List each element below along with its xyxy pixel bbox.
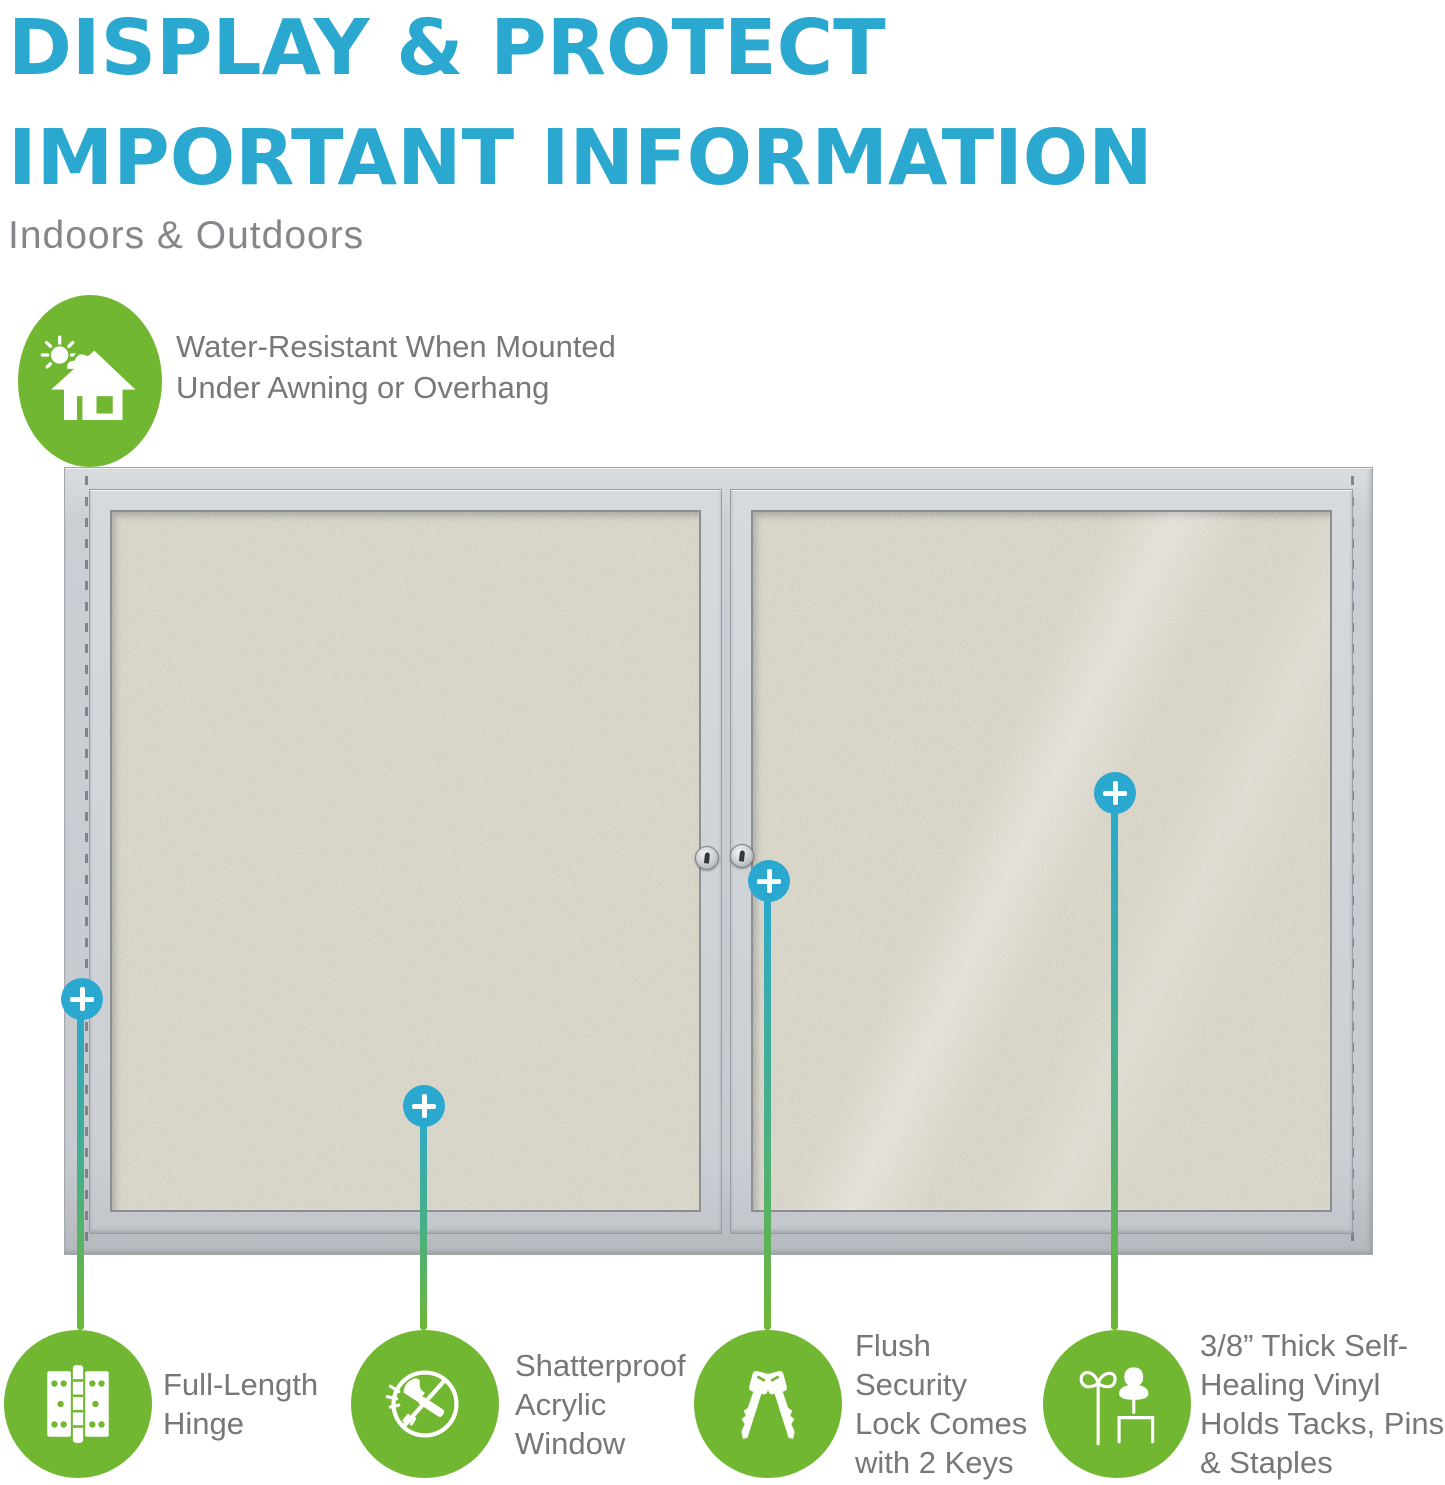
- right-vinyl-panel: [751, 510, 1332, 1212]
- page-title: [8, 0, 1153, 214]
- hinge-icon: [45, 1361, 111, 1447]
- pin-tack-staple-icon: [1073, 1360, 1161, 1448]
- callout-line-acrylic: [420, 1106, 427, 1330]
- feature-text-lock: Flush Security Lock Comes with 2 Keys: [855, 1328, 1028, 1480]
- security-lock-left: [695, 846, 719, 870]
- full-length-hinge-strip-left: [85, 476, 88, 1246]
- plus-icon: [61, 978, 103, 1020]
- callout-marker-vinyl: [1094, 772, 1136, 814]
- feature-circle-acrylic: [351, 1330, 499, 1478]
- feature-text-hinge: Full-Length Hinge: [163, 1367, 319, 1441]
- keyhole-icon: [739, 850, 745, 861]
- bulletin-board: [64, 467, 1373, 1255]
- water-resistant-text: [176, 326, 616, 408]
- title-line-2: IMPORTANT INFORMATION: [8, 114, 1153, 203]
- water-text-line-2: Under Awning or Overhang: [176, 370, 550, 405]
- water-text-line-1: Water-Resistant When Mounted: [176, 329, 616, 364]
- keys-icon: [724, 1360, 812, 1448]
- plus-icon: [403, 1085, 445, 1127]
- feature-circle-hinge: [4, 1330, 152, 1478]
- plus-icon: [748, 860, 790, 902]
- callout-line-lock: [764, 881, 771, 1330]
- feature-circle-lock: [694, 1330, 842, 1478]
- callout-marker-lock: [748, 860, 790, 902]
- keyhole-icon: [704, 852, 710, 863]
- no-shatter-hammer-icon: [381, 1360, 469, 1448]
- callout-marker-acrylic: [403, 1085, 445, 1127]
- callout-marker-hinge: [61, 978, 103, 1020]
- plus-icon: [1094, 772, 1136, 814]
- house-sun-icon: [38, 329, 142, 433]
- feature-circle-vinyl: [1043, 1330, 1191, 1478]
- page-subtitle: Indoors & Outdoors: [8, 214, 365, 257]
- callout-line-hinge: [77, 999, 84, 1330]
- acrylic-reflection: [753, 512, 1330, 1210]
- title-line-1: DISPLAY & PROTECT: [8, 4, 886, 93]
- callout-line-vinyl: [1111, 793, 1118, 1330]
- board-right-door: [730, 489, 1353, 1234]
- feature-text-acrylic: Shatterproof Acrylic Window: [515, 1348, 686, 1461]
- water-resistant-badge: [18, 295, 162, 467]
- feature-text-vinyl: 3/8” Thick Self- Healing Vinyl Holds Tacks, Pins & Staples: [1200, 1328, 1445, 1480]
